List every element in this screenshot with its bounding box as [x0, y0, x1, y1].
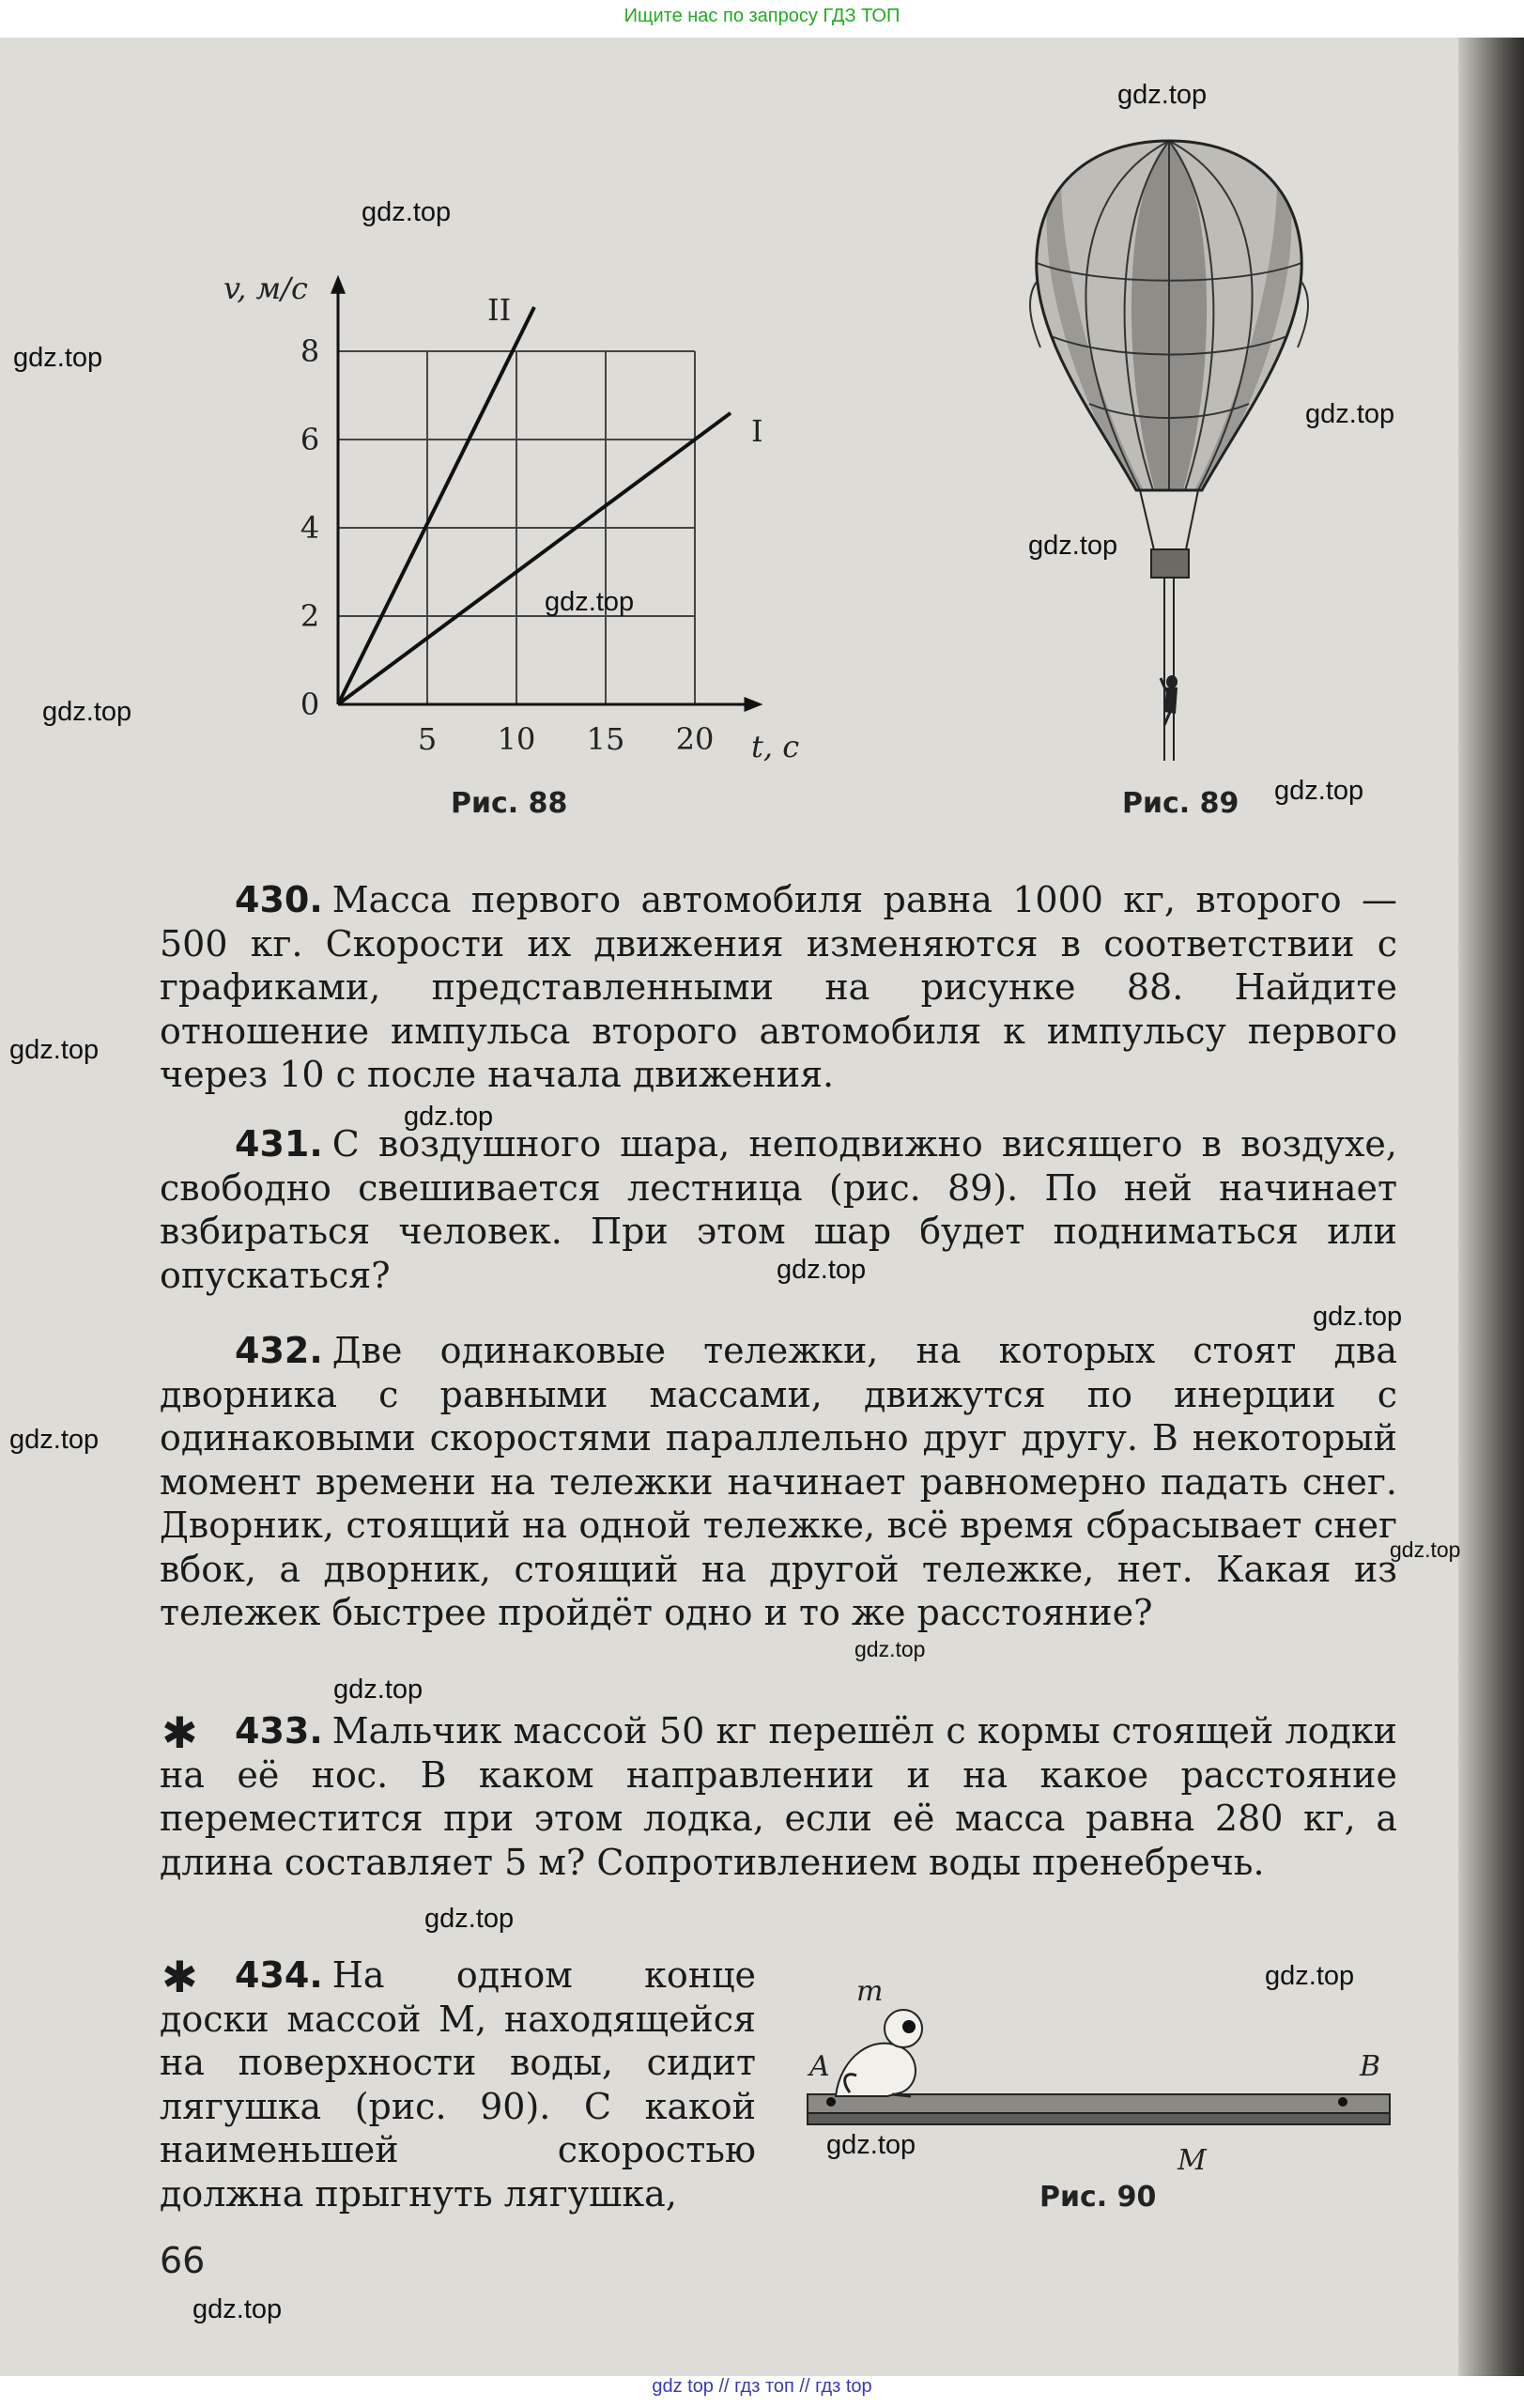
watermark: gdz.top: [13, 343, 103, 373]
star-mark: ✱: [162, 1952, 198, 2002]
series-line-II: [338, 307, 534, 704]
watermark: gdz.top: [826, 2130, 916, 2160]
watermark: gdz.top: [1117, 80, 1208, 110]
point-a-label: A: [809, 2050, 830, 2083]
watermark: gdz.top: [9, 1035, 100, 1065]
climbing-man: [1161, 675, 1178, 725]
figure-88-graph: [223, 270, 800, 780]
problem-number: 433.: [235, 1710, 323, 1752]
watermark: gdz.top: [1313, 1302, 1403, 1332]
frog-mass-label: m: [856, 1975, 884, 2008]
watermark: gdz.top: [777, 1255, 867, 1285]
point-b: [1338, 2097, 1347, 2107]
watermark: gdz.top: [1028, 531, 1118, 561]
watermark: gdz.top: [545, 587, 635, 617]
watermark: gdz.top: [192, 2294, 283, 2324]
rope-ladder: [1164, 578, 1174, 761]
watermark: gdz.top: [854, 1637, 926, 1661]
watermark: gdz.top: [1265, 1961, 1355, 1991]
y-axis-label: v, м/с: [223, 270, 308, 306]
y-tick-label: 8: [300, 333, 320, 369]
watermark: gdz.top: [333, 1675, 423, 1705]
watermark: gdz.top: [1274, 776, 1364, 806]
y-tick-label: 6: [300, 422, 320, 457]
problem-text: Масса первого автомобиля равна 1000 кг, второго — 500 кг. Скорости их движения изменяются в соответствии с графиками, представленными на рисунке 88. Найдите отношение импульса второго автомобиля к импульсу первого через 10 с после начала движения.: [160, 879, 1397, 1095]
series-label-II: II: [487, 292, 512, 328]
problem-text: Мальчик массой 50 кг перешёл с кормы стоящей лодки на её нос. В каком направлении и на какое расстояние переместится при этом лодка, если её масса равна 280 кг, а длина составляет 5 м? Сопротивлением воды пренебречь.: [160, 1710, 1397, 1883]
y-axis-arrow: [331, 275, 346, 294]
frog: [836, 2010, 922, 2096]
series-line-I: [338, 413, 731, 704]
x-axis-label: t, c: [751, 729, 800, 764]
watermark: gdz.top: [424, 1904, 515, 1934]
x-tick-label: 20: [675, 721, 715, 757]
figure-90-caption: Рис. 90: [1039, 2181, 1157, 2214]
series-label-I: I: [751, 412, 763, 449]
figure-88-caption: Рис. 88: [451, 787, 568, 820]
page-number: 66: [160, 2240, 206, 2281]
y-tick-label: 0: [300, 687, 320, 722]
watermark: gdz.top: [362, 197, 452, 227]
watermark: gdz.top: [9, 1425, 100, 1455]
x-axis-arrow: [745, 697, 763, 712]
figure-89-balloon: [1024, 122, 1315, 770]
watermark: gdz.top: [1305, 399, 1395, 429]
y-tick-label: 4: [300, 510, 320, 546]
x-tick-label: 5: [417, 721, 438, 757]
watermark: gdz.top: [1390, 1537, 1461, 1562]
star-mark: ✱: [162, 1707, 198, 1758]
board: [808, 2094, 1390, 2113]
problem-433: [160, 1709, 1397, 1884]
x-tick-label: 15: [586, 721, 625, 757]
point-b-label: B: [1360, 2050, 1381, 2083]
problem-434: [160, 1953, 756, 2215]
problem-number: 431.: [235, 1123, 323, 1165]
book-spine-shadow: [1458, 38, 1524, 2376]
watermark: gdz.top: [42, 697, 132, 727]
y-tick-label: 2: [300, 598, 320, 634]
top-banner[interactable]: Ищите нас по запросу ГДЗ ТОП: [623, 6, 901, 26]
problem-text: На одном конце доски массой M, находящейся на поверхности воды, сидит лягушка (рис. 90). С какой наименьшей скоростью должна прыгнуть лягушка,: [160, 1954, 756, 2215]
board-mass-label: M: [1178, 2144, 1207, 2177]
problem-number: 432.: [235, 1330, 323, 1371]
x-tick-label: 10: [497, 721, 536, 757]
problem-430: [160, 878, 1397, 1097]
problem-text: Две одинаковые тележки, на которых стоят два дворника с равными массами, движутся по инерции с одинаковыми скоростями параллельно друг другу. В некоторый момент времени на тележки начинает равномерно падать снег. Дворник, стоящий на одной тележке, всё время сбрасывает снег вбок, а дворник, стоящий на другой тележке, нет. Какая из тележек быстрее пройдёт одно и то же расстояние?: [160, 1330, 1397, 1633]
problem-text: С воздушного шара, неподвижно висящего в воздухе, свободно свешивается лестница (рис. 89). По ней начинает взбираться человек. При этом шар будет подниматься или опускаться?: [160, 1123, 1397, 1296]
problem-number: 430.: [235, 879, 323, 920]
problem-432: [160, 1329, 1397, 1635]
figure-89-caption: Рис. 89: [1122, 787, 1239, 820]
problem-number: 434.: [235, 1954, 323, 1996]
bottom-banner[interactable]: gdz top // гдз топ // гдз top: [652, 2376, 872, 2397]
point-a: [826, 2097, 836, 2107]
balloon-basket: [1151, 549, 1189, 578]
watermark: gdz.top: [404, 1102, 494, 1132]
